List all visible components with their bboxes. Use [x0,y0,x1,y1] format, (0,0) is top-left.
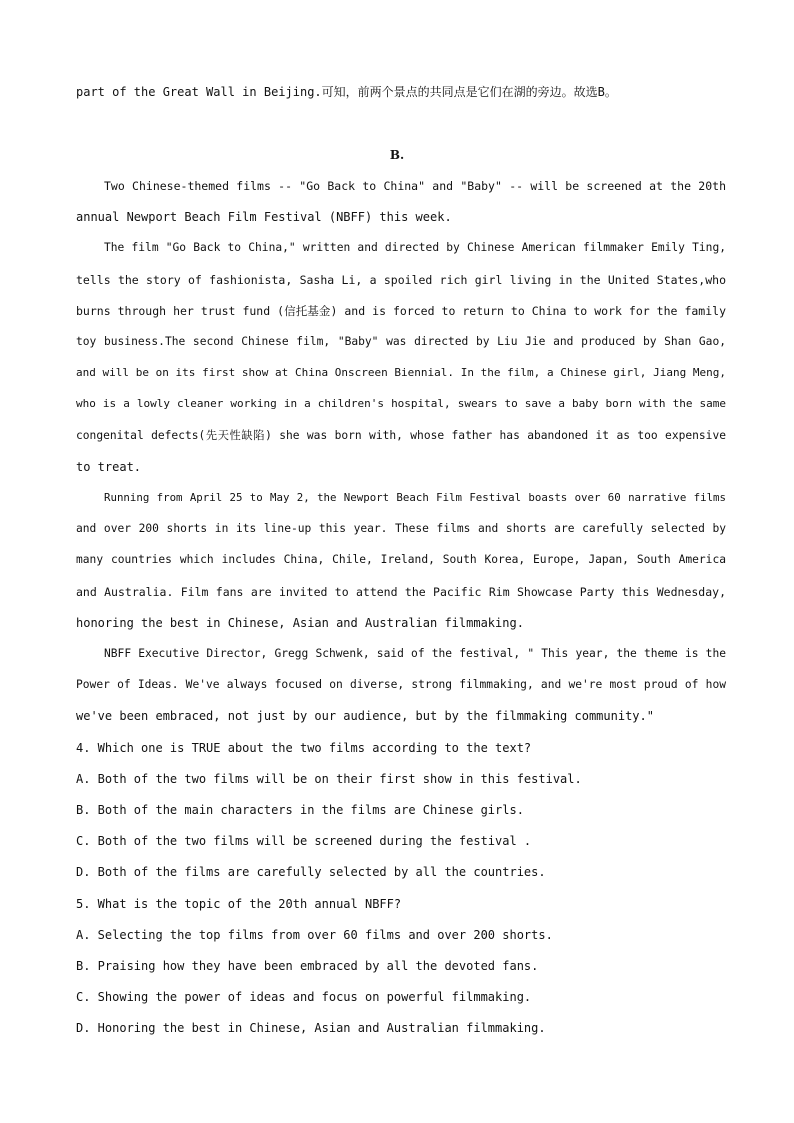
question-option-b[interactable]: B. Praising how they have been embraced by all the devoted fans. [76,959,539,973]
question-stem: 4. Which one is TRUE about the two films according to the text? [76,741,532,755]
question-option-a[interactable]: A. Selecting the top films from over 60 films and over 200 shorts. [76,928,553,942]
passage-line: we've been embraced, not just by our audience, but by the filmmaking community." [76,709,654,723]
question-option-d[interactable]: D. Honoring the best in Chinese, Asian and Australian filmmaking. [76,1021,546,1035]
question-option-d[interactable]: D. Both of the films are carefully selected by all the countries. [76,865,546,879]
passage-line: to treat. [76,460,142,474]
passage-line: Running from April 25 to May 2, the Newport Beach Film Festival boasts over 60 narrative films [104,491,726,504]
question-option-b[interactable]: B. Both of the main characters in the films are Chinese girls. [76,803,524,817]
intro-tail-text: part of the Great Wall in Beijing.可知，前两个景点的共同点是它们在湖的旁边。故选B。 [76,85,617,99]
passage-line: NBFF Executive Director, Gregg Schwenk, said of the festival, " This year, the theme is the [104,647,726,660]
passage-line: tells the story of fashionista, Sasha Li, a spoiled rich girl living in the United States,who [76,273,726,287]
question-stem: 5. What is the topic of the 20th annual NBFF? [76,897,402,911]
passage-line: toy business.The second Chinese film, "Baby" was directed by Liu Jie and produced by Shan Gao, [76,335,726,348]
question-option-a[interactable]: A. Both of the two films will be on their first show in this festival. [76,772,582,786]
question-option-c[interactable]: C. Both of the two films will be screened during the festival . [76,834,532,848]
passage-line: congenital defects(先天性缺陷) she was born with, whose father has abandoned it as too expensive [76,429,726,442]
passage-line: who is a lowly cleaner working in a children's hospital, swears to save a baby born with the same [76,397,726,410]
passage-line: Power of Ideas. We've always focused on diverse, strong filmmaking, and we're most proud of how [76,678,726,691]
passage-line: honoring the best in Chinese, Asian and Australian filmmaking. [76,616,524,630]
question-option-c[interactable]: C. Showing the power of ideas and focus on powerful filmmaking. [76,990,532,1004]
passage-line: annual Newport Beach Film Festival (NBFF) this week. [76,210,452,224]
passage-line: and Australia. Film fans are invited to attend the Pacific Rim Showcase Party this Wednesday, [76,585,726,599]
passage-line: and over 200 shorts in its line-up this year. These films and shorts are carefully selected by [76,522,726,535]
passage-line: burns through her trust fund (信托基金) and is forced to return to China to work for the family [76,304,726,318]
section-heading: B. [389,148,405,162]
passage-line: Two Chinese-themed films -- "Go Back to China" and "Baby" -- will be screened at the 20th [104,179,726,193]
passage-line: The film "Go Back to China," written and directed by Chinese American filmmaker Emily Ting, [104,241,726,254]
passage-line: and will be on its first show at China Onscreen Biennial. In the film, a Chinese girl, Jiang Meng, [76,366,726,379]
passage-line: many countries which includes China, Chile, Ireland, South Korea, Europe, Japan, South America [76,553,726,566]
